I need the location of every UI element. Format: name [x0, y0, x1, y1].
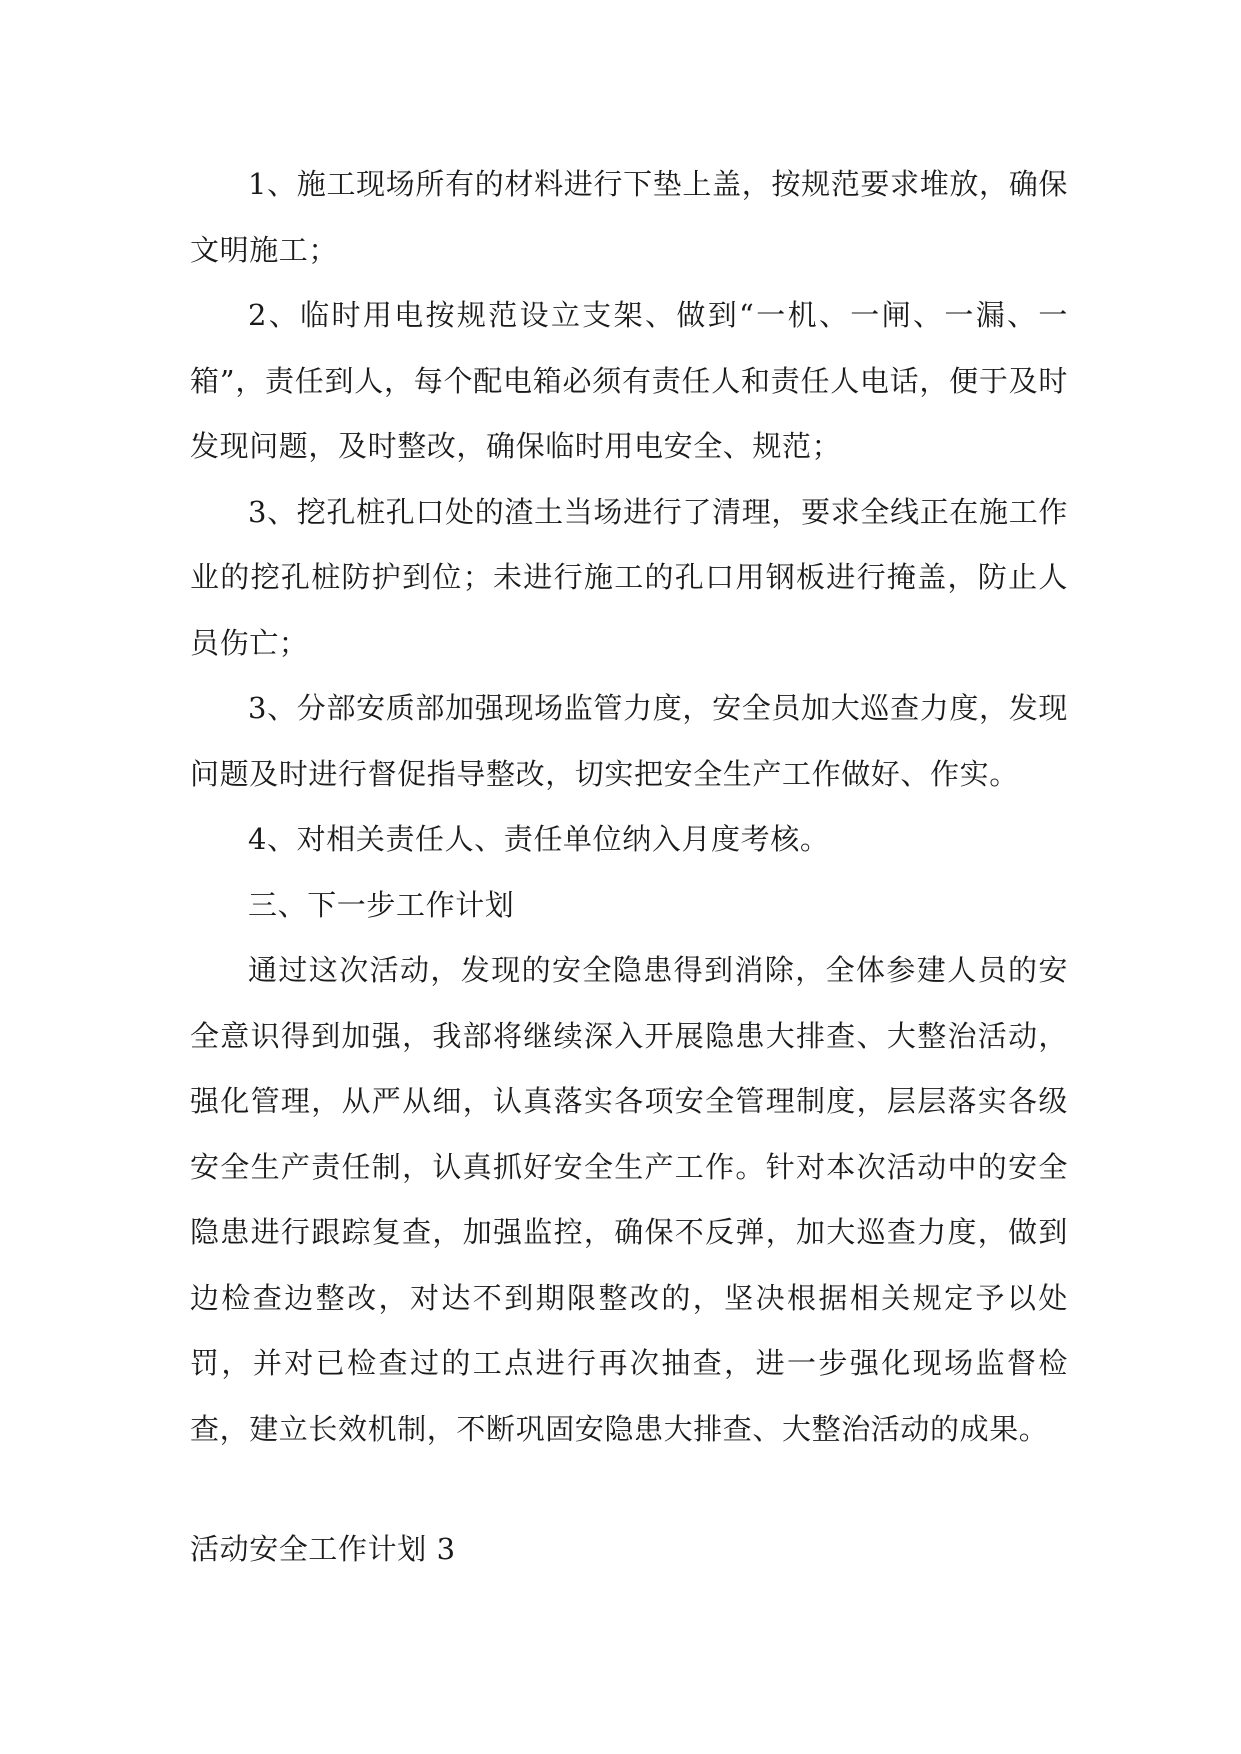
- paragraph-item-4: 3、分部安质部加强现场监管力度，安全员加大巡查力度，发现问题及时进行督促指导整改，切实把安全生产工作做好、作实。: [190, 691, 1068, 791]
- paragraph-item-3: 3、挖孔桩孔口处的渣土当场进行了清理，要求全线正在施工作业的挖孔桩防护到位；未进行施工的孔口用钢板进行掩盖，防止人员伤亡；: [190, 494, 1068, 660]
- paragraph-item-5: 4、对相关责任人、责任单位纳入月度考核。: [248, 822, 830, 856]
- closing-paragraph: 通过这次活动，发现的安全隐患得到消除，全体参建人员的安全意识得到加强，我部将继续深入开展隐患大排查、大整治活动，强化管理，从严从细，认真落实各项安全管理制度，层层落实各级安全生产责任制，认真抓好安全生产工作。针对本次活动中的安全隐患进行跟踪复查，加强监控，确保不反弹，加大巡查力度，做到边检查边整改，对达不到期限整改的，坚决根据相关规定予以处罚，并对已检查过的工点进行再次抽查，进一步强化现场监督检查，建立长效机制，不断巩固安隐患大排查、大整治活动的成果。: [190, 953, 1068, 1446]
- section-title: 活动安全工作计划 3: [190, 1532, 456, 1566]
- body-text: [190, 152, 1068, 1462]
- paragraph-item-2: 2、临时用电按规范设立支架、做到“一机、一闸、一漏、一箱”，责任到人，每个配电箱必须有责任人和责任人电话，便于及时发现问题，及时整改，确保临时用电安全、规范；: [190, 298, 1068, 463]
- paragraph-item-1: 1、施工现场所有的材料进行下垫上盖，按规范要求堆放，确保文明施工；: [190, 167, 1068, 267]
- section-heading-next-plan: 三、下一步工作计划: [248, 887, 515, 922]
